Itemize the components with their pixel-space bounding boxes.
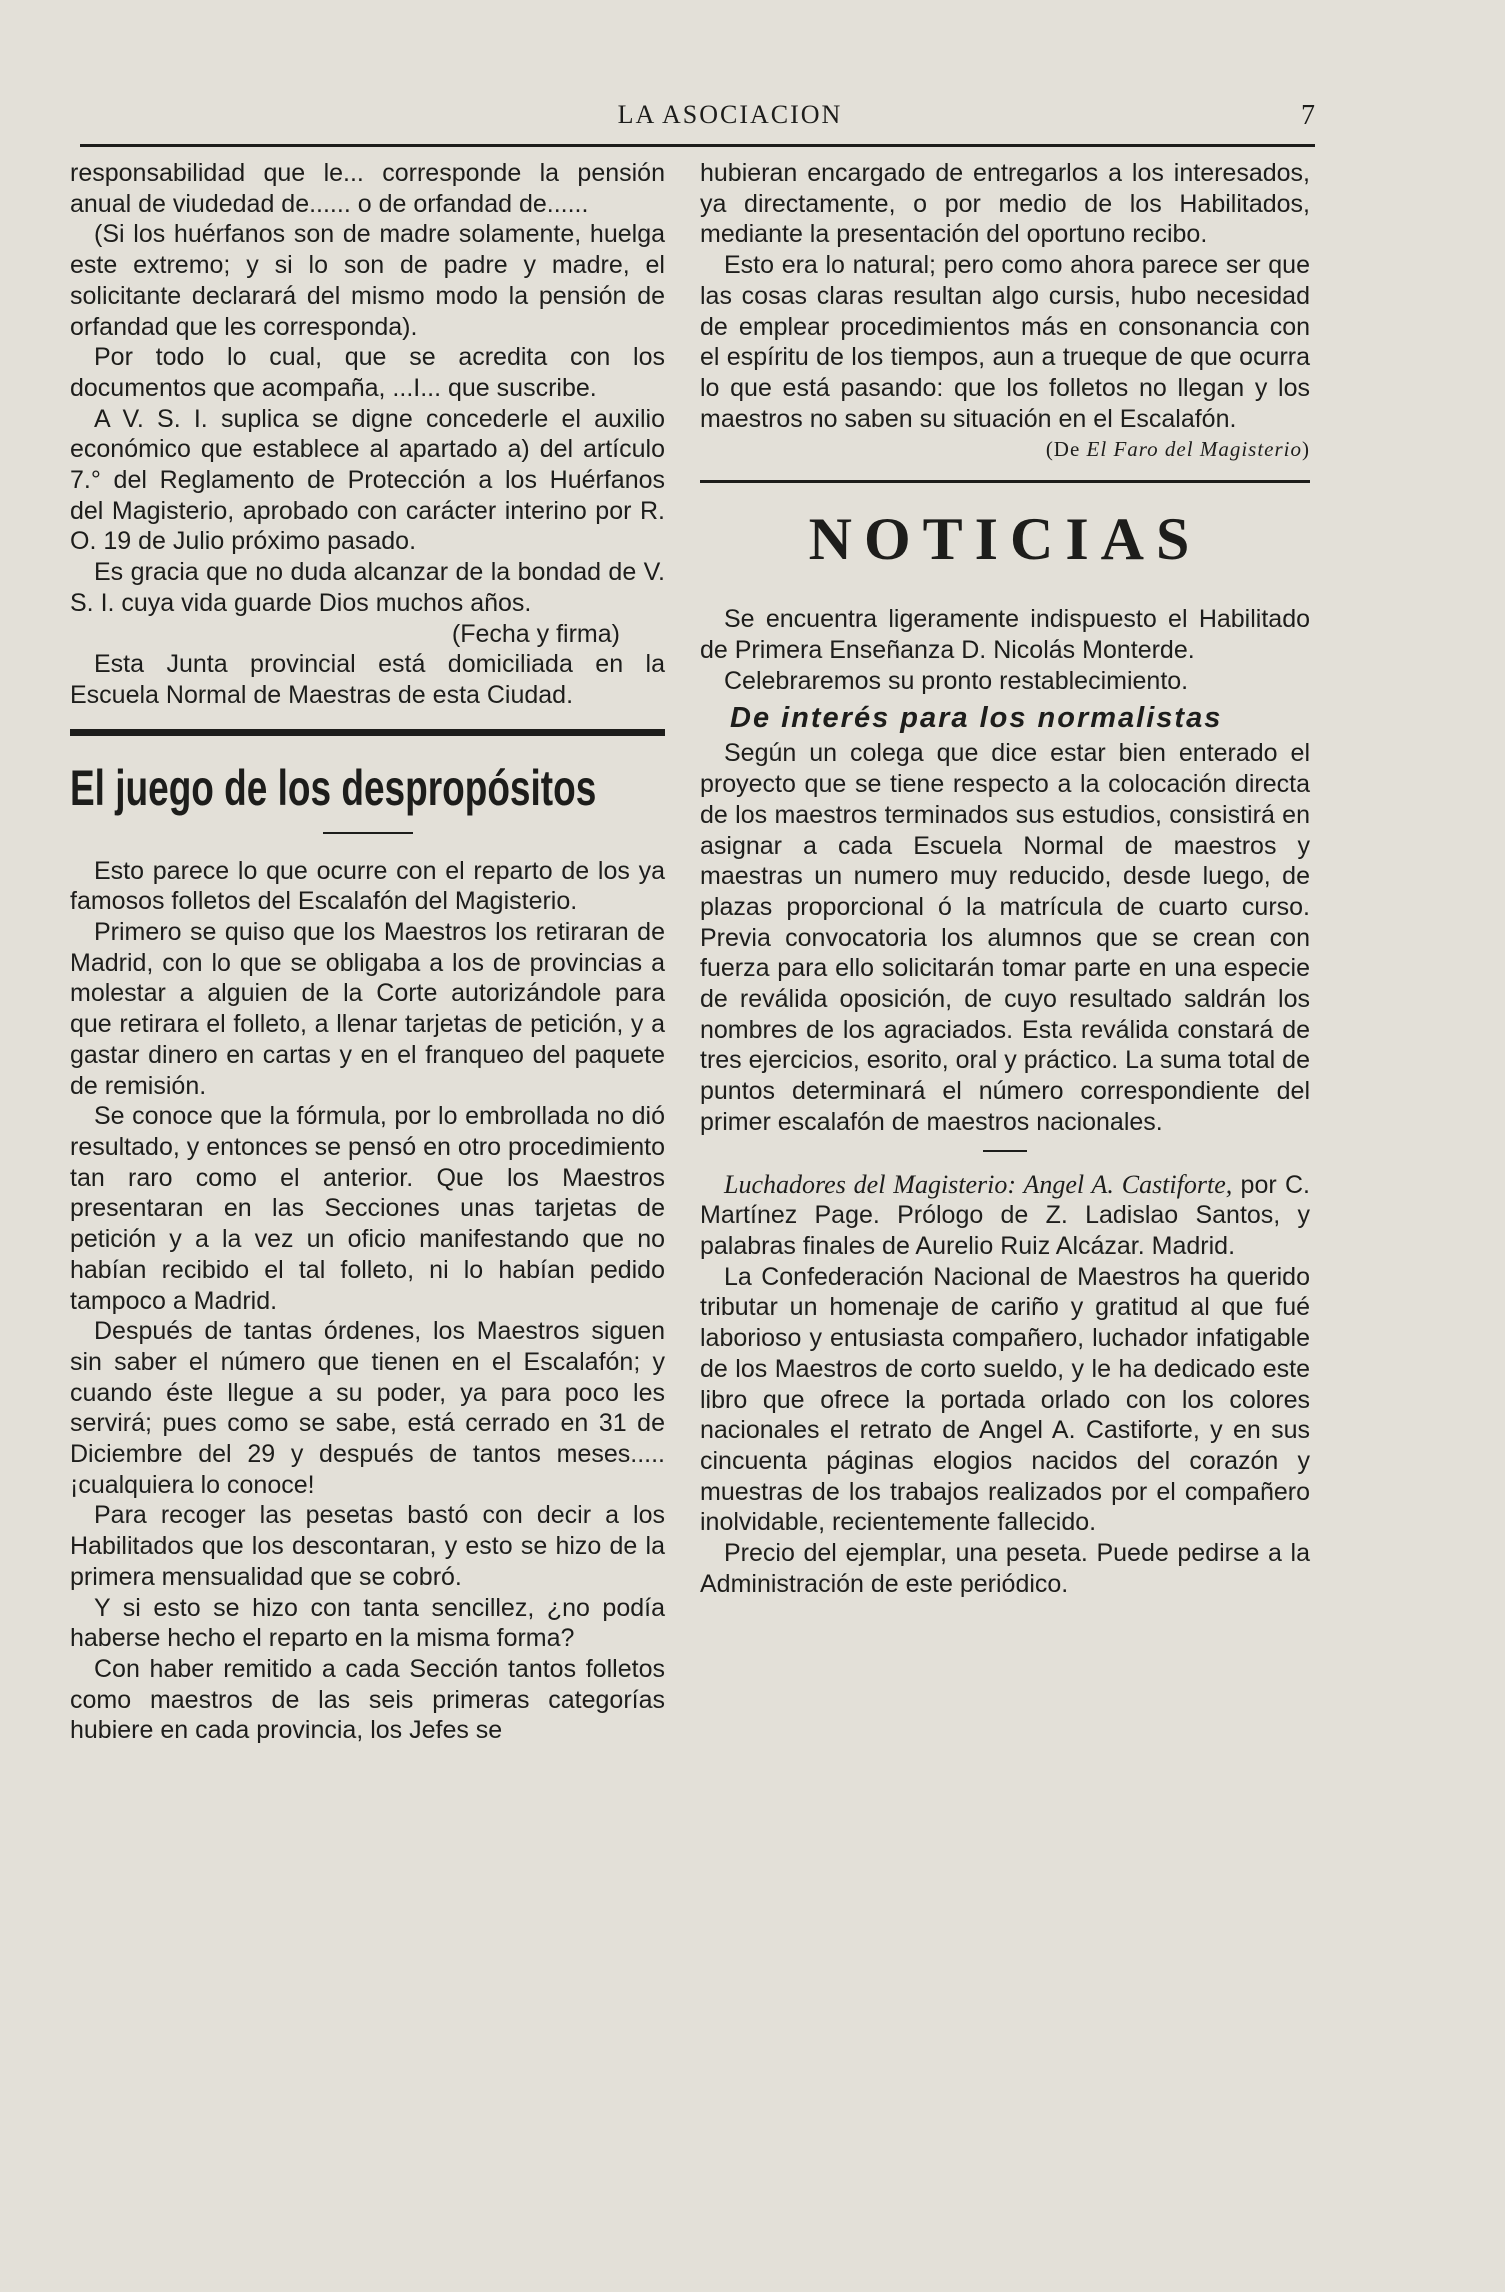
letter-paragraph: Es gracia que no duda alcanzar de la bondad de V. S. I. cuya vida guarde Dios muchos años. [70, 558, 665, 617]
article-paragraph: hubieran encargado de entregarlos a los interesados, ya directamente, o por medio de los Habilitados, mediante la presentación del oportuno recibo. [700, 159, 1310, 249]
article-paragraph: Para recoger las pesetas bastó con decir a los Habilitados que los descontaran, y esto se hizo de la primera mensualidad que se cobró. [70, 1501, 665, 1591]
article-paragraph: Con haber remitido a cada Sección tantos folletos como maestros de las seis primeras categorías hubiere en cada provincia, los Jefes se [70, 1654, 665, 1745]
header-rule [80, 144, 1315, 147]
source-name: El Faro del Magisterio [1086, 437, 1302, 462]
normalistas-heading: De interés para los normalistas [730, 702, 1223, 735]
title-underline [323, 832, 413, 834]
letter-paragraph: responsabilidad que le... corresponde la pensión anual de viudedad de...... o de orfandad de...... [70, 159, 665, 218]
source-prefix: (De [1045, 437, 1087, 462]
news-paragraph: Según un colega que dice estar bien enterado el proyecto que se tiene respecto a la colocación directa de los maestros terminados sus estudios, consistirá en asignar a cada Escuela Normal de maestros y maestras un numero muy reducido, desde luego, de plazas proporcional ó la matrícula de cuarto curso. Previa convocatoria los alumnos que se crean con fuerza para ello solicitarán tomar parte en una especie de reválida oposición, de cuyo resultado saldrán los nombres de los agraciados. Esta reválida constará de tres ejercicios, esorito, oral y práctico. La suma total de puntos determinará el número correspondiente del primer escalafón de maestros nacionales. [700, 739, 1310, 1136]
article-source [700, 437, 1310, 462]
source-suffix: ) [1302, 437, 1310, 462]
letter-paragraph: Esta Junta provincial está domiciliada en la Escuela Normal de Maestras de esta Ciudad. [70, 650, 665, 709]
section-divider [70, 729, 665, 736]
article-title: El juego de los despropósitos [70, 759, 597, 816]
left-column [70, 158, 665, 1746]
book-credits: por C. Martínez Page. Prólogo de Z. Ladislao Santos, y palabras finales de Aurelio Ruiz Alcázar. Madrid. [700, 1170, 1310, 1260]
article-paragraph: Y si esto se hizo con tanta sencillez, ¿no podía haberse hecho el reparto en la misma forma? [70, 1593, 665, 1653]
news-paragraph: Se encuentra ligeramente indispuesto el Habilitado de Primera Enseñanza D. Nicolás Monterde. [700, 605, 1310, 665]
news-paragraph: Celebraremos su pronto restablecimiento. [724, 666, 1189, 695]
article-paragraph: Esto era lo natural; pero como ahora parece ser que las cosas claras resultan algo cursis, hubo necesidad de emplear procedimientos más en consonancia con el espíritu de los tiempos, aun a trueque de que ocurra lo que está pasando: que los folletos no llegan y los maestros no saben su situación en el Escalafón. [700, 251, 1310, 433]
article-paragraph: Primero se quiso que los Maestros los retiraran de Madrid, con lo que se obligaba a los de provincias a molestar a alguien de la Corte autorizándole para que retirara el folleto, a llenar tarjetas de petición, y a gastar dinero en cartas y en el franqueo del paquete de remisión. [70, 918, 665, 1100]
article-paragraph: Se conoce que la fórmula, por lo embrollada no dió resultado, y entonces se pensó en otro procedimiento tan raro como el anterior. Que los Maestros presentaran en las Secciones unas tarjetas de petición y a la vez un oficio manifestando que no habían recibido el tal folleto, ni lo habían pedido tampoco a Madrid. [70, 1102, 665, 1315]
news-paragraph: La Confederación Nacional de Maestros ha querido tributar un homenaje de cariño y gratitud al que fué laborioso y entusiasta compañero, luchador infatigable de los Maestros de corto sueldo, y le ha dedicado este libro que ofrece la portada orlado con los colores nacionales el retrato de Angel A. Castiforte, y en sus cincuenta páginas elogios nacidos del corazón y muestras de los trabajos realizados por el compañero inolvidable, recientemente fallecido. [700, 1262, 1310, 1537]
page-header [70, 100, 1315, 140]
news-paragraph: Precio del ejemplar, una peseta. Puede pedirse a la Administración de este periódico. [700, 1539, 1310, 1598]
noticias-title: NOTICIAS [808, 506, 1202, 573]
section-divider [700, 480, 1310, 483]
letter-paragraph: Por todo lo cual, que se acredita con los documentos que acompaña, ...I... que suscribe. [70, 343, 665, 402]
book-title: Luchadores del Magisterio: Angel A. Castiforte, [724, 1169, 1233, 1199]
item-divider [983, 1150, 1027, 1152]
page-number: 7 [1301, 100, 1315, 131]
article-paragraph: Esto parece lo que ocurre con el reparto de los ya famosos folletos del Escalafón del Magisterio. [70, 856, 665, 916]
letter-signoff: (Fecha y firma) [451, 619, 620, 648]
letter-paragraph: A V. S. I. suplica se digne concederle el auxilio económico que establece al apartado a) del artículo 7.° del Reglamento de Protección a los Huérfanos del Magisterio, aprobado con carácter interino por R. O. 19 de Julio próximo pasado. [70, 404, 665, 556]
letter-paragraph: (Si los huérfanos son de madre solamente, huelga este extremo; y si lo son de padre y madre, el solicitante declarará del mismo modo la pensión de orfandad que les corresponda). [70, 220, 665, 341]
right-column [700, 158, 1310, 1599]
newspaper-title: LA ASOCIACION [617, 100, 843, 129]
book-notice [700, 1170, 1310, 1262]
article-paragraph: Después de tantas órdenes, los Maestros siguen sin saber el número que tienen en el Escalafón; y cuando éste llegue a su poder, ya para poco les servirá; pues como se sabe, está cerrado en 31 de Diciembre del 29 y después de tantos meses..... ¡cualquiera lo conoce! [70, 1317, 665, 1499]
